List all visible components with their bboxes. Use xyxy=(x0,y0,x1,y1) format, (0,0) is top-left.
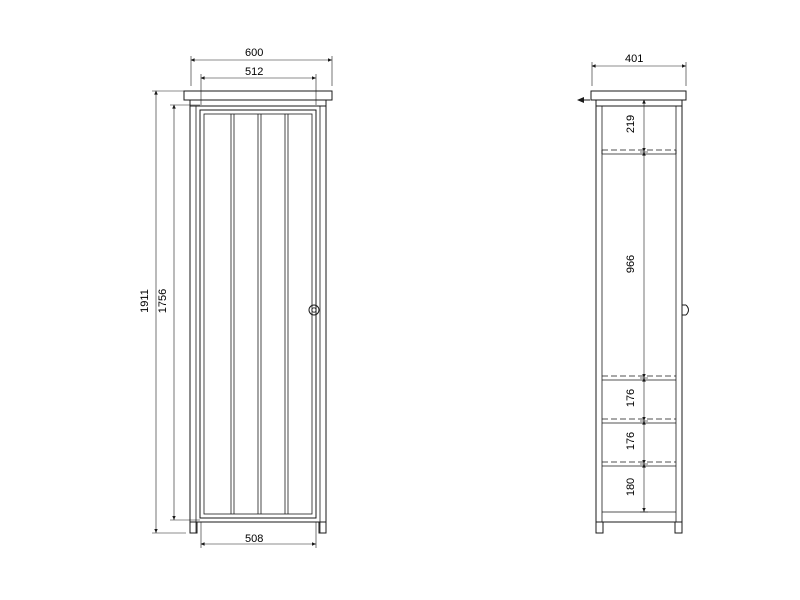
side-view-dimensions xyxy=(592,62,686,512)
dim-total-width: 600 xyxy=(245,47,264,59)
dim-depth: 401 xyxy=(625,53,644,65)
dim-base-width: 508 xyxy=(245,533,264,545)
front-view-geometry xyxy=(184,91,332,533)
dim-top-shelf-gap: 219 xyxy=(625,114,638,134)
side-view-geometry xyxy=(578,91,689,533)
dim-shelf-gap-1: 176 xyxy=(625,388,638,408)
dim-door-height: 1756 xyxy=(157,288,170,314)
dim-shelf-gap-2: 176 xyxy=(625,431,638,451)
dim-total-height: 1911 xyxy=(138,289,151,313)
dim-bottom-gap: 180 xyxy=(625,477,638,497)
dim-hanging-section: 966 xyxy=(625,254,638,274)
dim-door-width: 512 xyxy=(245,66,264,78)
